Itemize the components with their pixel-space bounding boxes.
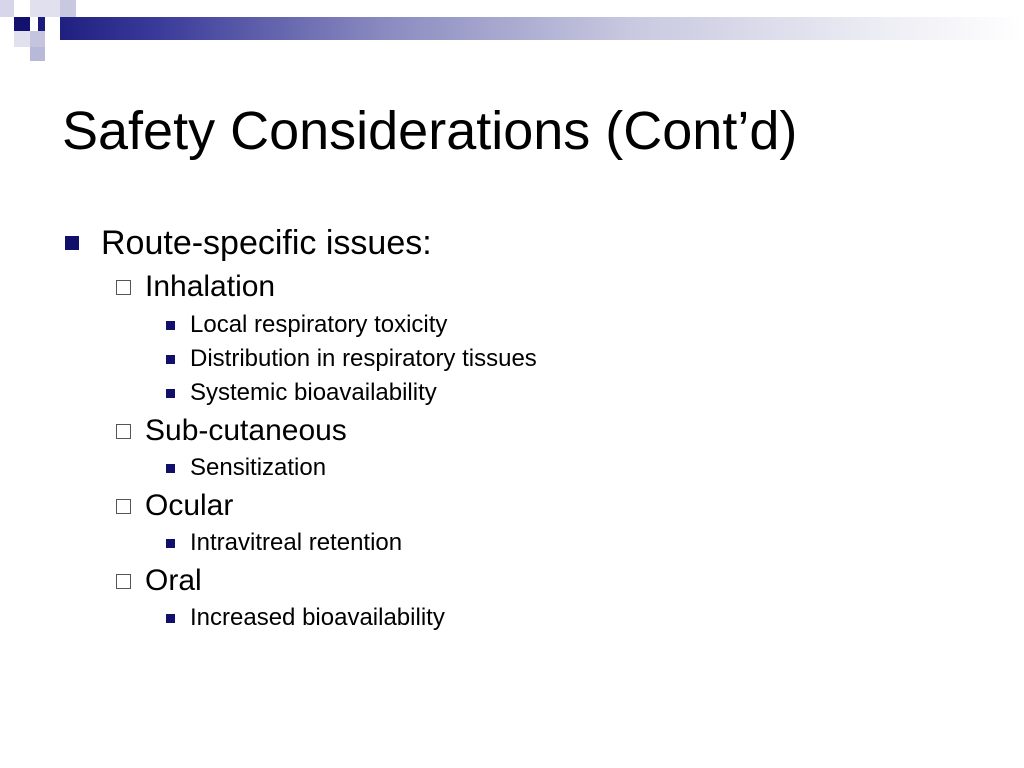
route-label: Oral	[145, 564, 202, 597]
hollow-square-bullet-icon	[116, 499, 131, 514]
hollow-square-bullet-icon	[116, 424, 131, 439]
route-label: Inhalation	[145, 270, 276, 303]
route-label: Sub-cutaneous	[145, 414, 347, 447]
square-bullet-icon	[166, 539, 175, 548]
route-item: Increased bioavailability	[190, 604, 445, 631]
slide-title: Safety Considerations (Cont’d)	[62, 101, 798, 161]
main-bullet-text: Route-specific issues:	[101, 224, 432, 262]
route-item: Sensitization	[190, 454, 327, 481]
square-bullet-icon	[166, 389, 175, 398]
route-label: Ocular	[145, 489, 234, 522]
route-item: Distribution in respiratory tissues	[190, 345, 537, 372]
square-bullet-icon	[65, 236, 79, 250]
square-bullet-icon	[166, 321, 175, 330]
route-item: Local respiratory toxicity	[190, 311, 448, 338]
square-bullet-icon	[166, 614, 175, 623]
square-bullet-icon	[166, 355, 175, 364]
route-item: Systemic bioavailability	[190, 379, 437, 406]
square-bullet-icon	[166, 464, 175, 473]
route-item: Intravitreal retention	[190, 529, 403, 556]
hollow-square-bullet-icon	[116, 574, 131, 589]
hollow-square-bullet-icon	[116, 280, 131, 295]
